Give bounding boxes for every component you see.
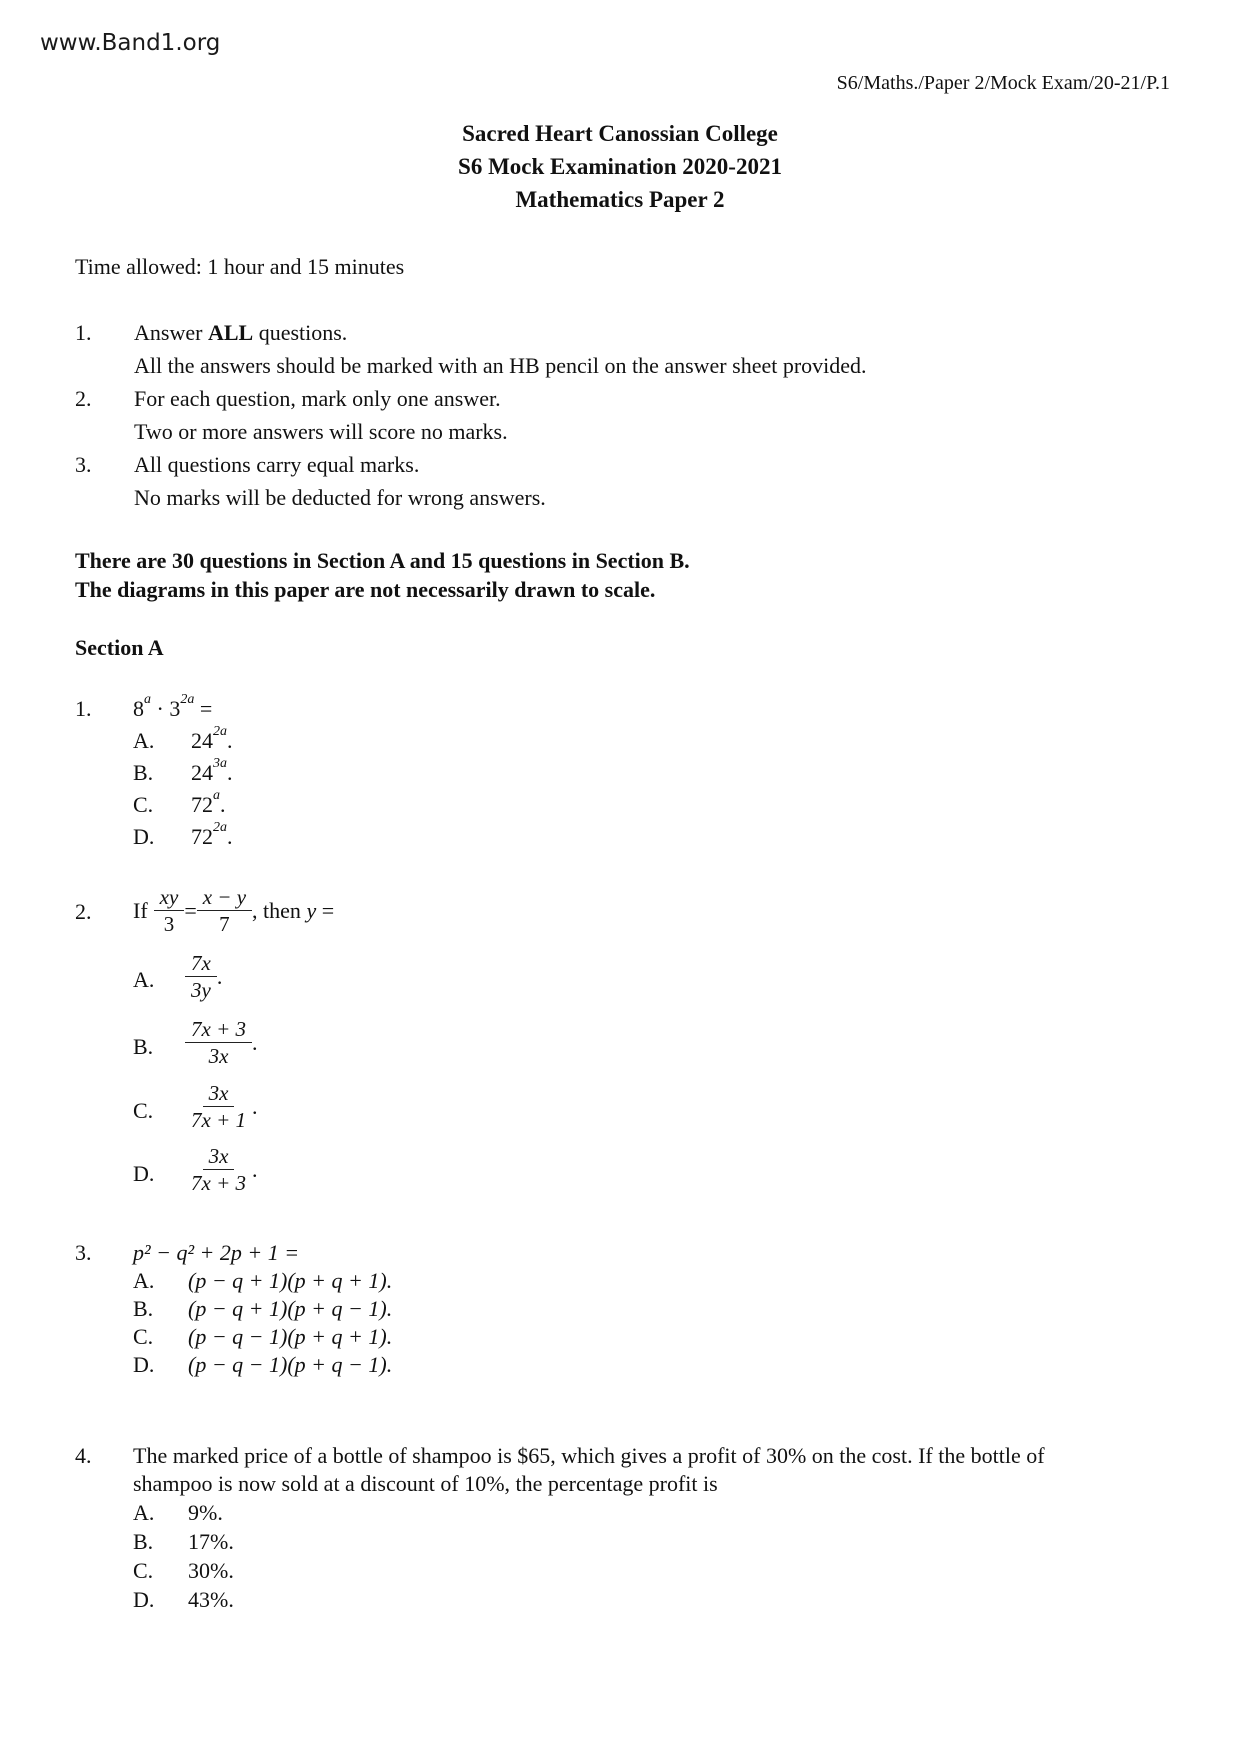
option-fraction [185, 1143, 252, 1197]
option-label: D. [133, 1161, 155, 1186]
numerator: 3x [203, 1143, 235, 1170]
fraction-left [154, 884, 185, 938]
option-d [191, 820, 233, 850]
option-c [185, 1080, 258, 1134]
option-c: (p − q − 1)(p + q + 1). [188, 1324, 393, 1349]
exponent: a [213, 788, 220, 803]
option-label: A. [133, 967, 155, 992]
option-d: 43%. [188, 1587, 234, 1612]
base: 72 [191, 792, 213, 817]
instruction-line: All questions carry equal marks. [134, 452, 420, 477]
denominator: 7 [219, 912, 230, 937]
option-label: C. [133, 1558, 154, 1583]
base: 24 [191, 760, 213, 785]
instruction-text: Answer [134, 320, 208, 345]
period: . [227, 728, 233, 753]
numerator: 7x [185, 950, 217, 977]
denominator: 3 [163, 912, 175, 937]
instruction-number: 2. [75, 386, 92, 411]
exam-title: S6 Mock Examination 2020-2021 [458, 154, 782, 179]
option-d [185, 1143, 258, 1197]
numerator: 7x + 3 [185, 1016, 252, 1043]
then-word: , then [252, 897, 307, 923]
denominator: 3y [191, 978, 211, 1003]
period: . [227, 760, 233, 785]
instruction-number: 3. [75, 452, 92, 477]
option-label: A. [133, 1268, 155, 1293]
question-stem-line: The marked price of a bottle of shampoo is $65, which gives a profit of 30% on the cost. If the bottle of [133, 1443, 1045, 1468]
base: 3 [169, 696, 181, 721]
option-c [191, 788, 226, 818]
instruction-emphasis: ALL [207, 320, 254, 345]
period: . [252, 1156, 258, 1182]
exponent: 3a [213, 756, 227, 771]
paper-title: Mathematics Paper 2 [515, 187, 725, 212]
question-stem-line: shampoo is now sold at a discount of 10%, the percentage profit is [133, 1471, 718, 1496]
operator: · [151, 696, 170, 721]
question-number: 3. [75, 1240, 92, 1265]
option-b [185, 1016, 258, 1070]
option-a [185, 950, 222, 1004]
time-allowed: Time allowed: 1 hour and 15 minutes [75, 254, 405, 279]
option-fraction [185, 1080, 252, 1134]
option-c: 30%. [188, 1558, 234, 1583]
numerator: 3x [203, 1080, 235, 1107]
period: . [216, 963, 223, 989]
option-label: D. [133, 1587, 155, 1612]
option-label: D. [133, 824, 155, 849]
instruction-line: No marks will be deducted for wrong answers. [134, 485, 546, 510]
exponent: a [144, 692, 151, 707]
denominator: 3x [208, 1044, 229, 1069]
question-number: 4. [75, 1443, 92, 1468]
instruction-line: Two or more answers will score no marks. [134, 419, 508, 444]
question-number: 1. [75, 696, 92, 721]
exponent: 2a [180, 692, 195, 707]
option-d: (p − q − 1)(p + q − 1). [188, 1352, 393, 1377]
option-a [191, 724, 233, 754]
watermark: www.Band1.org [40, 30, 221, 56]
instruction-line: For each question, mark only one answer. [134, 386, 501, 411]
denominator: 7x + 3 [191, 1171, 246, 1196]
base: 8 [133, 696, 144, 721]
question-number: 2. [75, 899, 92, 924]
school-name: Sacred Heart Canossian College [462, 121, 778, 146]
note-question-count: There are 30 questions in Section A and 15 questions in Section B. [75, 548, 690, 573]
period: . [252, 1029, 258, 1055]
question-stem: p² − q² + 2p + 1 = [133, 1240, 300, 1265]
option-b: 17%. [188, 1529, 234, 1554]
option-fraction [185, 1016, 252, 1070]
option-a: 9%. [188, 1500, 223, 1525]
exponent: 2a [213, 724, 227, 739]
equals: = [316, 897, 335, 923]
option-a: (p − q + 1)(p + q + 1). [188, 1268, 393, 1293]
question-stem [133, 692, 213, 722]
option-label: C. [133, 792, 154, 817]
question-stem [133, 884, 334, 938]
header-reference: S6/Maths./Paper 2/Mock Exam/20-21/P.1 [836, 72, 1170, 94]
denominator: 7x + 1 [191, 1108, 246, 1133]
option-label: B. [133, 1296, 154, 1321]
instruction-text: questions. [253, 320, 348, 345]
equals: = [194, 696, 213, 721]
option-label: A. [133, 728, 155, 753]
base: 24 [191, 728, 213, 753]
option-label: C. [133, 1098, 154, 1123]
variable: y [306, 897, 317, 923]
exponent: 2a [213, 820, 227, 835]
option-fraction [185, 950, 217, 1004]
period: . [227, 824, 233, 849]
if-word: If [133, 897, 148, 923]
option-label: D. [133, 1352, 155, 1377]
numerator: x − y [197, 884, 252, 911]
instruction-number: 1. [75, 320, 92, 345]
instruction-line [134, 320, 347, 346]
base: 72 [191, 824, 213, 849]
note-diagrams: The diagrams in this paper are not necessarily drawn to scale. [75, 577, 656, 602]
section-heading: Section A [75, 635, 164, 660]
option-label: C. [133, 1324, 154, 1349]
period: . [252, 1093, 258, 1119]
option-label: A. [133, 1500, 155, 1525]
option-b [191, 756, 233, 786]
period: . [220, 792, 226, 817]
instruction-line: All the answers should be marked with an HB pencil on the answer sheet provided. [134, 353, 867, 378]
fraction-right [197, 884, 252, 938]
equals: = [184, 897, 197, 923]
option-b: (p − q + 1)(p + q − 1). [188, 1296, 393, 1321]
option-label: B. [133, 1529, 154, 1554]
option-label: B. [133, 760, 154, 785]
option-label: B. [133, 1034, 154, 1059]
numerator: xy [154, 884, 185, 911]
